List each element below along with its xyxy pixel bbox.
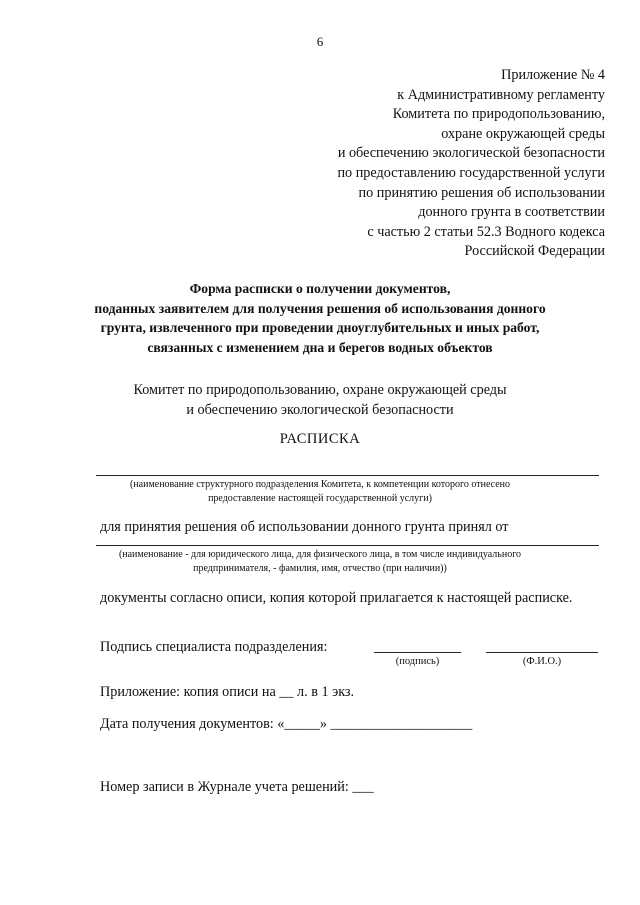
appendix-line: по принятию решения об использовании bbox=[358, 184, 605, 201]
attachment-text: Приложение: копия описи на __ л. в 1 экз. bbox=[100, 684, 355, 700]
appendix-line: донного грунта в соответствии bbox=[418, 204, 605, 221]
form-title-line: связанных с изменением дна и берегов водных объектов bbox=[147, 339, 493, 355]
division-name-field[interactable] bbox=[96, 475, 599, 476]
appendix-line: по предоставлению государственной услуги bbox=[337, 164, 605, 181]
appendix-line: и обеспечению экологической безопасности bbox=[337, 145, 605, 162]
appendix-line: с частью 2 статьи 52.3 Водного кодекса bbox=[367, 223, 605, 240]
full-name-field[interactable] bbox=[486, 652, 598, 653]
appendix-line: охране окружающей среды bbox=[441, 125, 605, 142]
division-caption-line: (наименование структурного подразделения Комитета, к компетенции которого отнесено bbox=[129, 479, 511, 490]
appendix-line: Комитета по природопользованию, bbox=[392, 106, 605, 123]
appendix-line: к Административному регламенту bbox=[397, 86, 605, 103]
appendix-line: Приложение № 4 bbox=[501, 67, 605, 83]
documents-text: документы согласно описи, копия которой прилагается к настоящей расписке. bbox=[100, 590, 573, 606]
division-caption bbox=[0, 478, 640, 506]
signature-field[interactable] bbox=[374, 652, 461, 653]
division-caption-line: предоставление настоящей государственной услуги) bbox=[208, 493, 432, 504]
signature-caption: (подпись) bbox=[395, 656, 440, 667]
applicant-caption bbox=[0, 548, 640, 576]
signature-label: Подпись специалиста подразделения: bbox=[100, 639, 328, 655]
applicant-name-field[interactable] bbox=[96, 545, 599, 546]
form-title-line: Форма расписки о получении документов, bbox=[189, 281, 451, 296]
form-title bbox=[0, 279, 640, 357]
full-name-caption: (Ф.И.О.) bbox=[522, 656, 562, 667]
applicant-caption-line: предпринимателя, - фамилия, имя, отчество (при наличии)) bbox=[193, 563, 447, 574]
applicant-caption-line: (наименование - для юридического лица, для физического лица, в том числе индивидуального bbox=[118, 549, 522, 560]
receipt-title: РАСПИСКА bbox=[279, 431, 361, 447]
committee-name bbox=[0, 381, 640, 420]
committee-line: Комитет по природопользованию, охране окружающей среды bbox=[133, 382, 507, 398]
date-received-text: Дата получения документов: «_____» ____________________ bbox=[100, 716, 473, 732]
appendix-line: Российской Федерации bbox=[464, 243, 605, 260]
journal-record-text: Номер записи в Журнале учета решений: ___ bbox=[100, 779, 374, 795]
appendix-header bbox=[337, 66, 605, 262]
committee-line: и обеспечению экологической безопасности bbox=[186, 401, 454, 418]
page-number: 6 bbox=[316, 34, 324, 49]
form-title-line: грунта, извлеченного при проведении дноуглубительных и иных работ, bbox=[100, 320, 540, 335]
form-title-line: поданных заявителем для получения решения об использования донного bbox=[94, 300, 546, 316]
accepted-from-text: для принятия решения об использовании донного грунта принял от bbox=[100, 519, 509, 535]
